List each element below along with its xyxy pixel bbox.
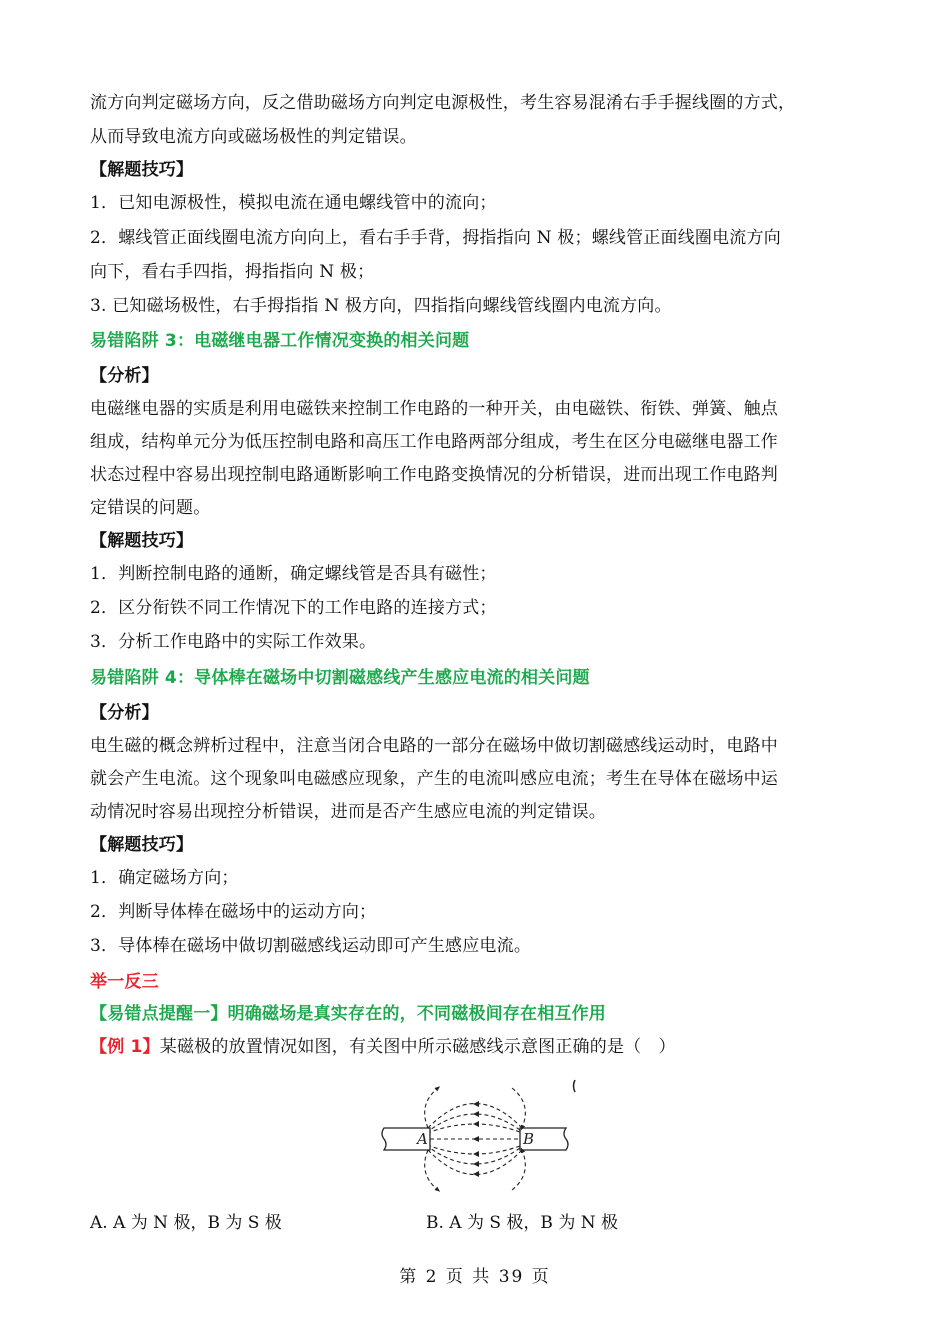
- list-item: 3．分析工作电路中的实际工作效果。: [90, 632, 377, 652]
- paragraph-line: 电生磁的概念辨析过程中，注意当闭合电路的一部分在磁场中做切割磁感线运动时，电路中: [90, 736, 778, 756]
- list-item: 1．判断控制电路的通断，确定螺线管是否具有磁性；: [90, 564, 497, 584]
- list-item: 2．判断导体棒在磁场中的运动方向；: [90, 902, 377, 922]
- paragraph-line: 定错误的问题。: [90, 498, 211, 518]
- list-item: 1．确定磁场方向；: [90, 868, 239, 888]
- trap-heading-4: 易错陷阱 4：导体棒在磁场中切割磁感线产生感应电流的相关问题: [90, 668, 590, 688]
- section-heading-tips: 【解题技巧】: [90, 835, 194, 855]
- paragraph-line: 电磁继电器的实质是利用电磁铁来控制工作电路的一种开关，由电磁铁、衔铁、弹簧、触点: [90, 399, 778, 419]
- example-text: 某磁极的放置情况如图，有关图中所示磁感线示意图正确的是（ ）: [159, 1037, 676, 1057]
- example-tag: 【例 1】: [90, 1037, 160, 1057]
- list-item: 3．导体棒在磁场中做切割磁感线运动即可产生感应电流。: [90, 936, 532, 956]
- option-a[interactable]: A. A 为 N 极，B 为 S 极: [90, 1213, 282, 1233]
- list-item: 1．已知电源极性，模拟电流在通电螺线管中的流向；: [90, 193, 497, 213]
- page-footer: 第 2 页 共 39 页: [399, 1267, 551, 1287]
- trap-heading-3: 易错陷阱 3：电磁继电器工作情况变换的相关问题: [90, 331, 470, 351]
- pole-label-a: A: [417, 1130, 428, 1148]
- paragraph-line: 动情况时容易出现控分析错误，进而是否产生感应电流的判定错误。: [90, 802, 606, 822]
- paragraph-line: 从而导致电流方向或磁场极性的判定错误。: [90, 127, 417, 147]
- paragraph-line: 流方向判定磁场方向，反之借助磁场方向判定电源极性，考生容易混淆右手手握线圈的方式，: [90, 93, 796, 113]
- paragraph-line: 组成，结构单元分为低压控制电路和高压工作电路两部分组成，考生在区分电磁继电器工作: [90, 432, 778, 452]
- list-item: 2．螺线管正面线圈电流方向向上，看右手手背，拇指指向 N 极；螺线管正面线圈电流方向: [90, 228, 781, 248]
- error-reminder-heading: 【易错点提醒一】明确磁场是真实存在的，不同磁极间存在相互作用: [90, 1004, 606, 1024]
- option-b[interactable]: B. A 为 S 极，B 为 N 极: [426, 1213, 619, 1233]
- practice-heading: 举一反三: [90, 972, 159, 992]
- list-item: 3. 已知磁场极性，右手拇指指 N 极方向，四指指向螺线管线圈内电流方向。: [90, 296, 672, 316]
- section-heading-analysis: 【分析】: [90, 703, 159, 723]
- pole-label-b: B: [523, 1130, 535, 1148]
- list-item: 2．区分衔铁不同工作情况下的工作电路的连接方式；: [90, 598, 497, 618]
- paragraph-line: 状态过程中容易出现控制电路通断影响工作电路变换情况的分析错误，进而出现工作电路判: [90, 465, 778, 485]
- section-heading-tips: 【解题技巧】: [90, 160, 194, 180]
- magnetic-field-lines-diagram: [380, 1074, 580, 1204]
- paragraph-line: 就会产生电流。这个现象叫电磁感应现象，产生的电流叫感应电流；考生在导体在磁场中运: [90, 769, 778, 789]
- list-item-continued: 向下，看右手四指，拇指指向 N 极；: [90, 262, 375, 282]
- section-heading-analysis: 【分析】: [90, 366, 159, 386]
- example-question: [90, 1036, 870, 1058]
- section-heading-tips: 【解题技巧】: [90, 531, 194, 551]
